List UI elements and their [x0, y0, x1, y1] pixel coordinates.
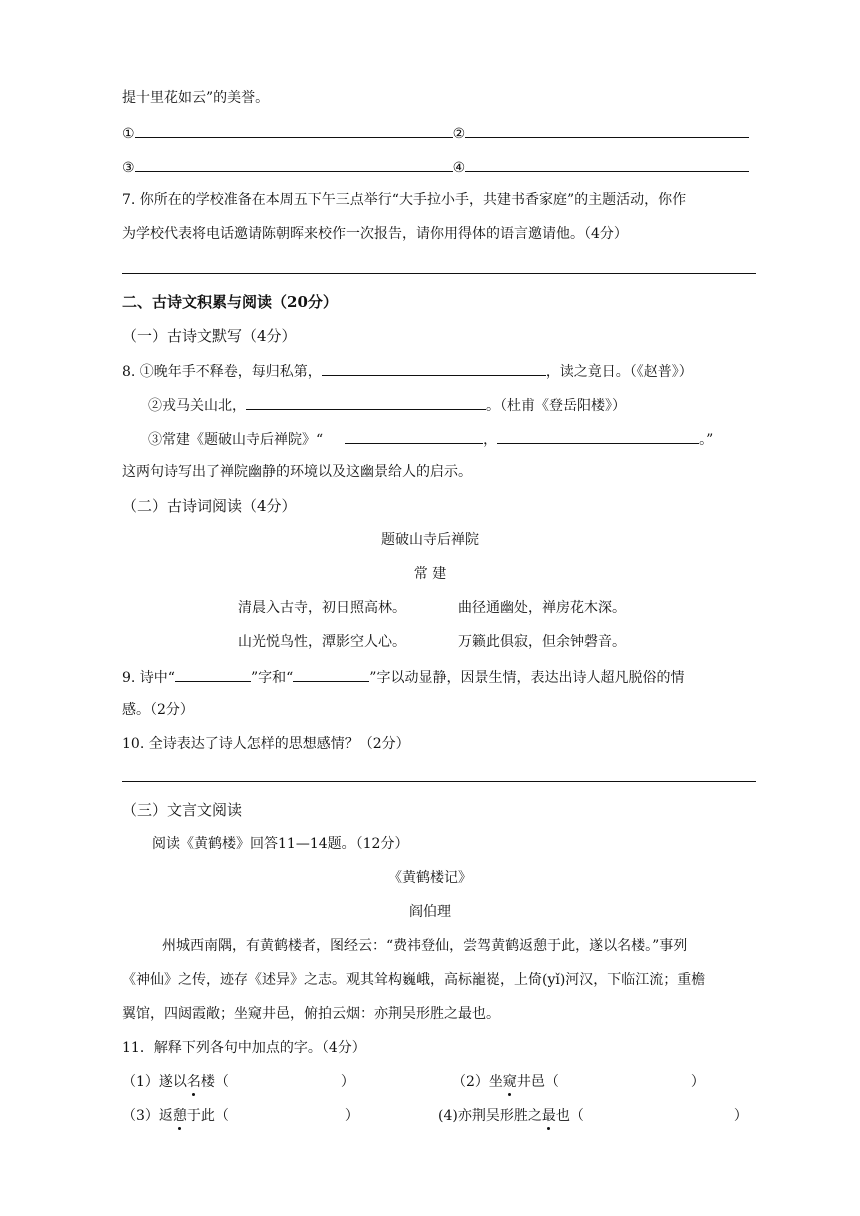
q11-text: ） [733, 1108, 748, 1124]
poem-title: 题破山寺后禅院 [381, 532, 479, 548]
answer-blank[interactable] [465, 156, 749, 172]
q11-text: （1） [122, 1074, 159, 1090]
q11-text: 返 [158, 1108, 173, 1124]
blank-label: ① [122, 126, 135, 142]
q11-text: 也（ [555, 1108, 584, 1124]
q8-text: ③常建《题破山寺后禅院》“ [148, 432, 324, 448]
reading-instruction: 阅读《黄鹤楼》回答11—14题。（12分） [152, 836, 409, 852]
q8-text: 。（杜甫《登岳阳楼》） [486, 398, 626, 414]
q11-item-3 [122, 1106, 359, 1126]
poem-line: 山光悦鸟性，潭影空人心。 [238, 634, 406, 650]
essay-line: 《神仙》之传，迹存《述异》之志。观其耸构巍峨，高标巃嵸，上倚(yǐ)河汉，下临江流；重檐 [122, 972, 706, 988]
essay-line: 翼馆，四闼霞敞；坐窥井邑，俯拍云烟：亦荆吴形胜之最也。 [122, 1006, 500, 1022]
dotted-char: 憩 [172, 1108, 187, 1124]
q7-line-1: 7. 你所在的学校准备在本周五下午三点举行“大手拉小手，共建书香家庭”的主题活动，你作 [122, 192, 687, 208]
essay-author: 阎伯理 [409, 904, 451, 920]
answer-blank[interactable] [345, 428, 483, 444]
blank-label: ② [452, 126, 466, 142]
q9-text: ”字和“ [250, 670, 294, 686]
answer-line[interactable] [122, 781, 756, 782]
q8-text: ②戎马关山北， [148, 398, 246, 414]
answer-blank[interactable] [135, 122, 453, 138]
dotted-char: 名 [186, 1074, 201, 1090]
q8-item-3-note: 这两句诗写出了禅院幽静的环境以及这幽景给人的启示。 [122, 464, 472, 480]
q8-text: ， [483, 432, 498, 448]
poem-line: 清晨入古寺，初日照高林。 [238, 600, 406, 616]
part-1-heading: （一）古诗文默写（4分） [122, 327, 297, 345]
essay-line: 州城西南隅，有黄鹤楼者，图经云：“费祎登仙，尝驾黄鹤返憩于此，遂以名楼。”事列 [162, 938, 688, 954]
blank-label: ③ [122, 160, 135, 176]
answer-blank[interactable] [246, 394, 486, 410]
q11-item-4 [438, 1106, 748, 1126]
q11-text: ） [340, 1074, 355, 1090]
essay-title: 《黄鹤楼记》 [388, 870, 472, 886]
part-3-heading: （三）文言文阅读 [122, 801, 243, 819]
q9-line-1 [122, 666, 684, 688]
poem-line: 曲径通幽处，禅房花木深。 [458, 600, 626, 616]
q8-item-3 [148, 428, 713, 450]
dotted-char: 窥 [502, 1074, 517, 1090]
answer-blank[interactable] [322, 360, 546, 376]
q11-text: ） [690, 1074, 705, 1090]
q11-item-2 [452, 1072, 705, 1092]
top-line: 提十里花如云”的美誉。 [122, 90, 270, 106]
answer-blank[interactable] [135, 156, 453, 172]
blank-row-1 [122, 122, 749, 144]
q11-text: （2） [452, 1074, 489, 1090]
answer-blank[interactable] [293, 666, 369, 682]
section-title: 二、古诗文积累与阅读（20分） [122, 293, 338, 311]
q11-text: 亦荆吴形胜之 [457, 1108, 542, 1124]
q9-line-2: 感。（2分） [122, 702, 194, 718]
q8-text: 。” [699, 432, 714, 448]
poem-author: 常 建 [413, 566, 447, 582]
q11-item-1 [122, 1072, 355, 1092]
q8-item-2 [148, 394, 626, 416]
q11-text: 坐 [488, 1074, 503, 1090]
blank-label: ④ [452, 160, 466, 176]
q11-text: 遂以 [158, 1074, 187, 1090]
q8-text: ，读之竟日。（《赵普》） [545, 364, 693, 380]
q11-text: （3） [122, 1108, 159, 1124]
q11-text: 楼（ [200, 1074, 229, 1090]
q11-text: 井邑（ [516, 1074, 559, 1090]
q10: 10. 全诗表达了诗人怎样的思想感情？（2分） [122, 736, 410, 752]
q7-line-2: 为学校代表将电话邀请陈朝晖来校作一次报告，请你用得体的语言邀请他。（4分） [122, 226, 628, 242]
answer-blank[interactable] [497, 428, 699, 444]
q11-text: ） [344, 1108, 359, 1124]
q8-item-1 [122, 360, 693, 382]
blank-row-2 [122, 156, 749, 178]
answer-blank[interactable] [175, 666, 251, 682]
q8-text: 8. ①晚年手不释卷，每归私第， [122, 364, 322, 380]
answer-line[interactable] [122, 273, 756, 274]
poem-line: 万籁此俱寂，但余钟磬音。 [458, 634, 626, 650]
part-2-heading: （二）古诗词阅读（4分） [122, 497, 297, 515]
q11-stem: 11．解释下列各句中加点的字。（4分） [122, 1040, 366, 1056]
q11-text: (4) [438, 1108, 458, 1124]
q9-text: ”字以动显静，因景生情，表达出诗人超凡脱俗的情 [369, 670, 685, 686]
q9-text: 9. 诗中“ [122, 670, 175, 686]
answer-blank[interactable] [465, 122, 749, 138]
dotted-char: 最 [541, 1108, 556, 1124]
q11-text: 于此（ [186, 1108, 229, 1124]
